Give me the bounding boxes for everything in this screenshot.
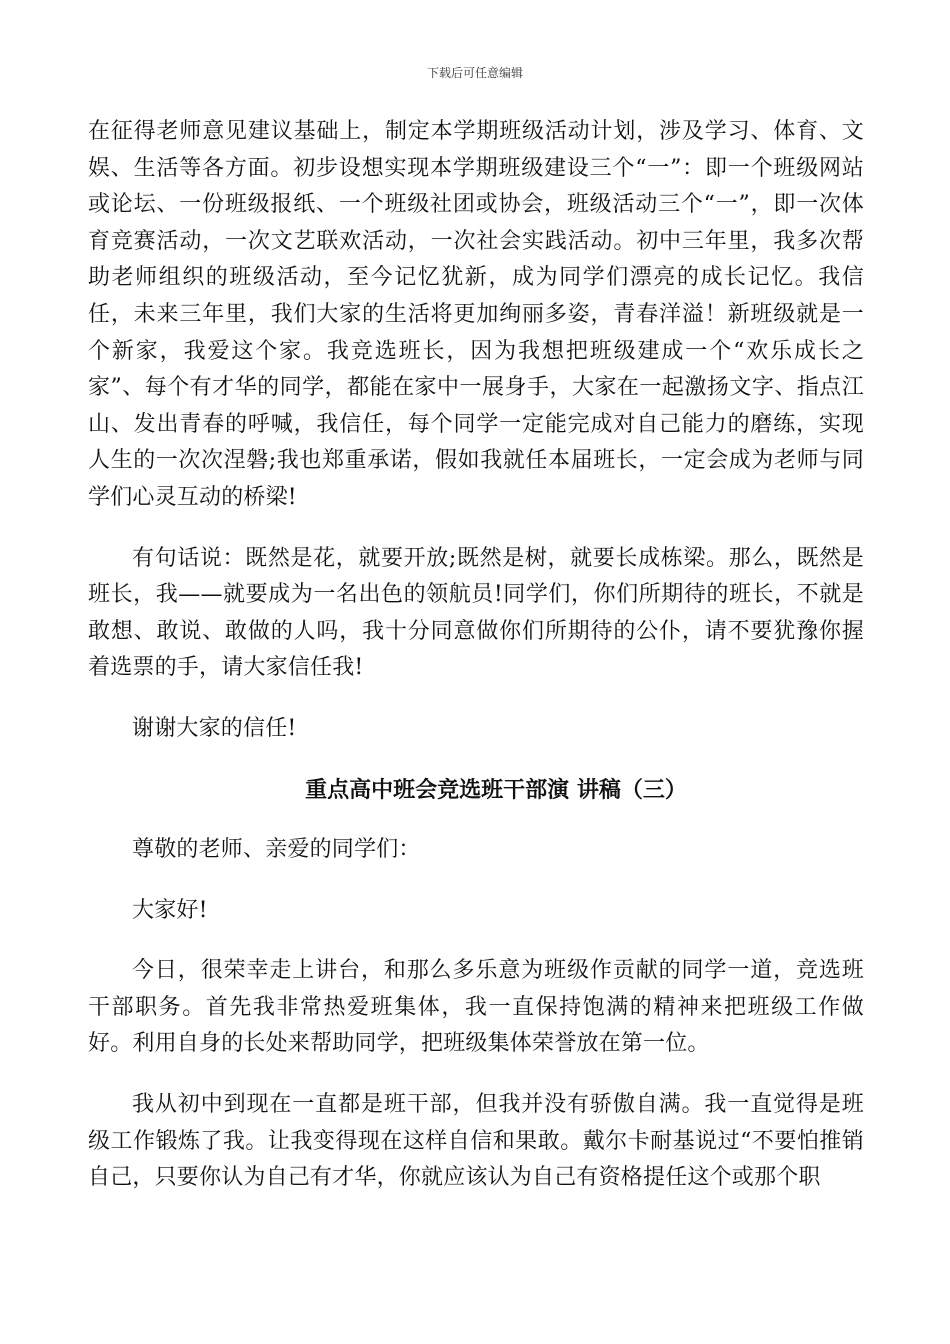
paragraph-motto: 有句话说：既然是花，就要开放;既然是树，就要长成栋梁。那么，既然是班长，我——就要成为一名出色的领航员!同学们，你们所期待的班长，不就是敢想、敢说、敢做的人吗，我十分同意做你们所期待的公仆，请不要犹豫你握着选票的手，请大家信任我! xyxy=(88,545,864,681)
paragraph-continuation: 在征得老师意见建议基础上，制定本学期班级活动计划，涉及学习、体育、文娱、生活等各方面。初步设想实现本学期班级建设三个“一”：即一个班级网站或论坛、一份班级报纸、一个班级社团或协会，班级活动三个“一”，即一次体育竞赛活动，一次文艺联欢活动，一次社会实践活动。初中三年里，我多次帮助老师组织的班级活动，至今记忆犹新，成为同学们漂亮的成长记忆。我信任，未来三年里，我们大家的生活将更加绚丽多姿，青春洋溢！新班级就是一个新家，我爱这个家。我竞选班长，因为我想把班级建成一个“欢乐成长之家”、每个有才华的同学，都能在家中一展身手，大家在一起激扬文字、指点江山、发出青春的呼喊，我信任，每个同学一定能完成对自己能力的磨练，实现人生的一次次涅磐;我也郑重承诺，假如我就任本届班长，一定会成为老师与同学们心灵互动的桥梁! xyxy=(88,119,864,510)
paragraph-experience: 我从初中到现在一直都是班干部，但我并没有骄傲自满。我一直觉得是班级工作锻炼了我。让我变得现在这样自信和果敢。戴尔卡耐基说过“不要怕推销自己，只要你认为自己有才华，你就应该认为自己有资格提任这个或那个职 xyxy=(88,1092,864,1191)
paragraph-thanks: 谢谢大家的信任! xyxy=(132,715,297,741)
paragraph-salutation: 尊敬的老师、亲爱的同学们： xyxy=(132,837,421,863)
document-body xyxy=(88,114,864,1221)
paragraph-intro: 今日，很荣幸走上讲台，和那么多乐意为班级作贡献的同学一道，竞选班干部职务。首先我非常热爱班集体，我一直保持饱满的精神来把班级工作做好。利用自身的长处来帮助同学，把班级集体荣誉放在第一位。 xyxy=(88,958,864,1057)
page-header: 下载后可任意编辑 xyxy=(426,66,523,80)
section-title: 重点高中班会竞选班干部演 讲稿（三） xyxy=(305,776,687,803)
paragraph-greeting: 大家好! xyxy=(132,897,208,923)
